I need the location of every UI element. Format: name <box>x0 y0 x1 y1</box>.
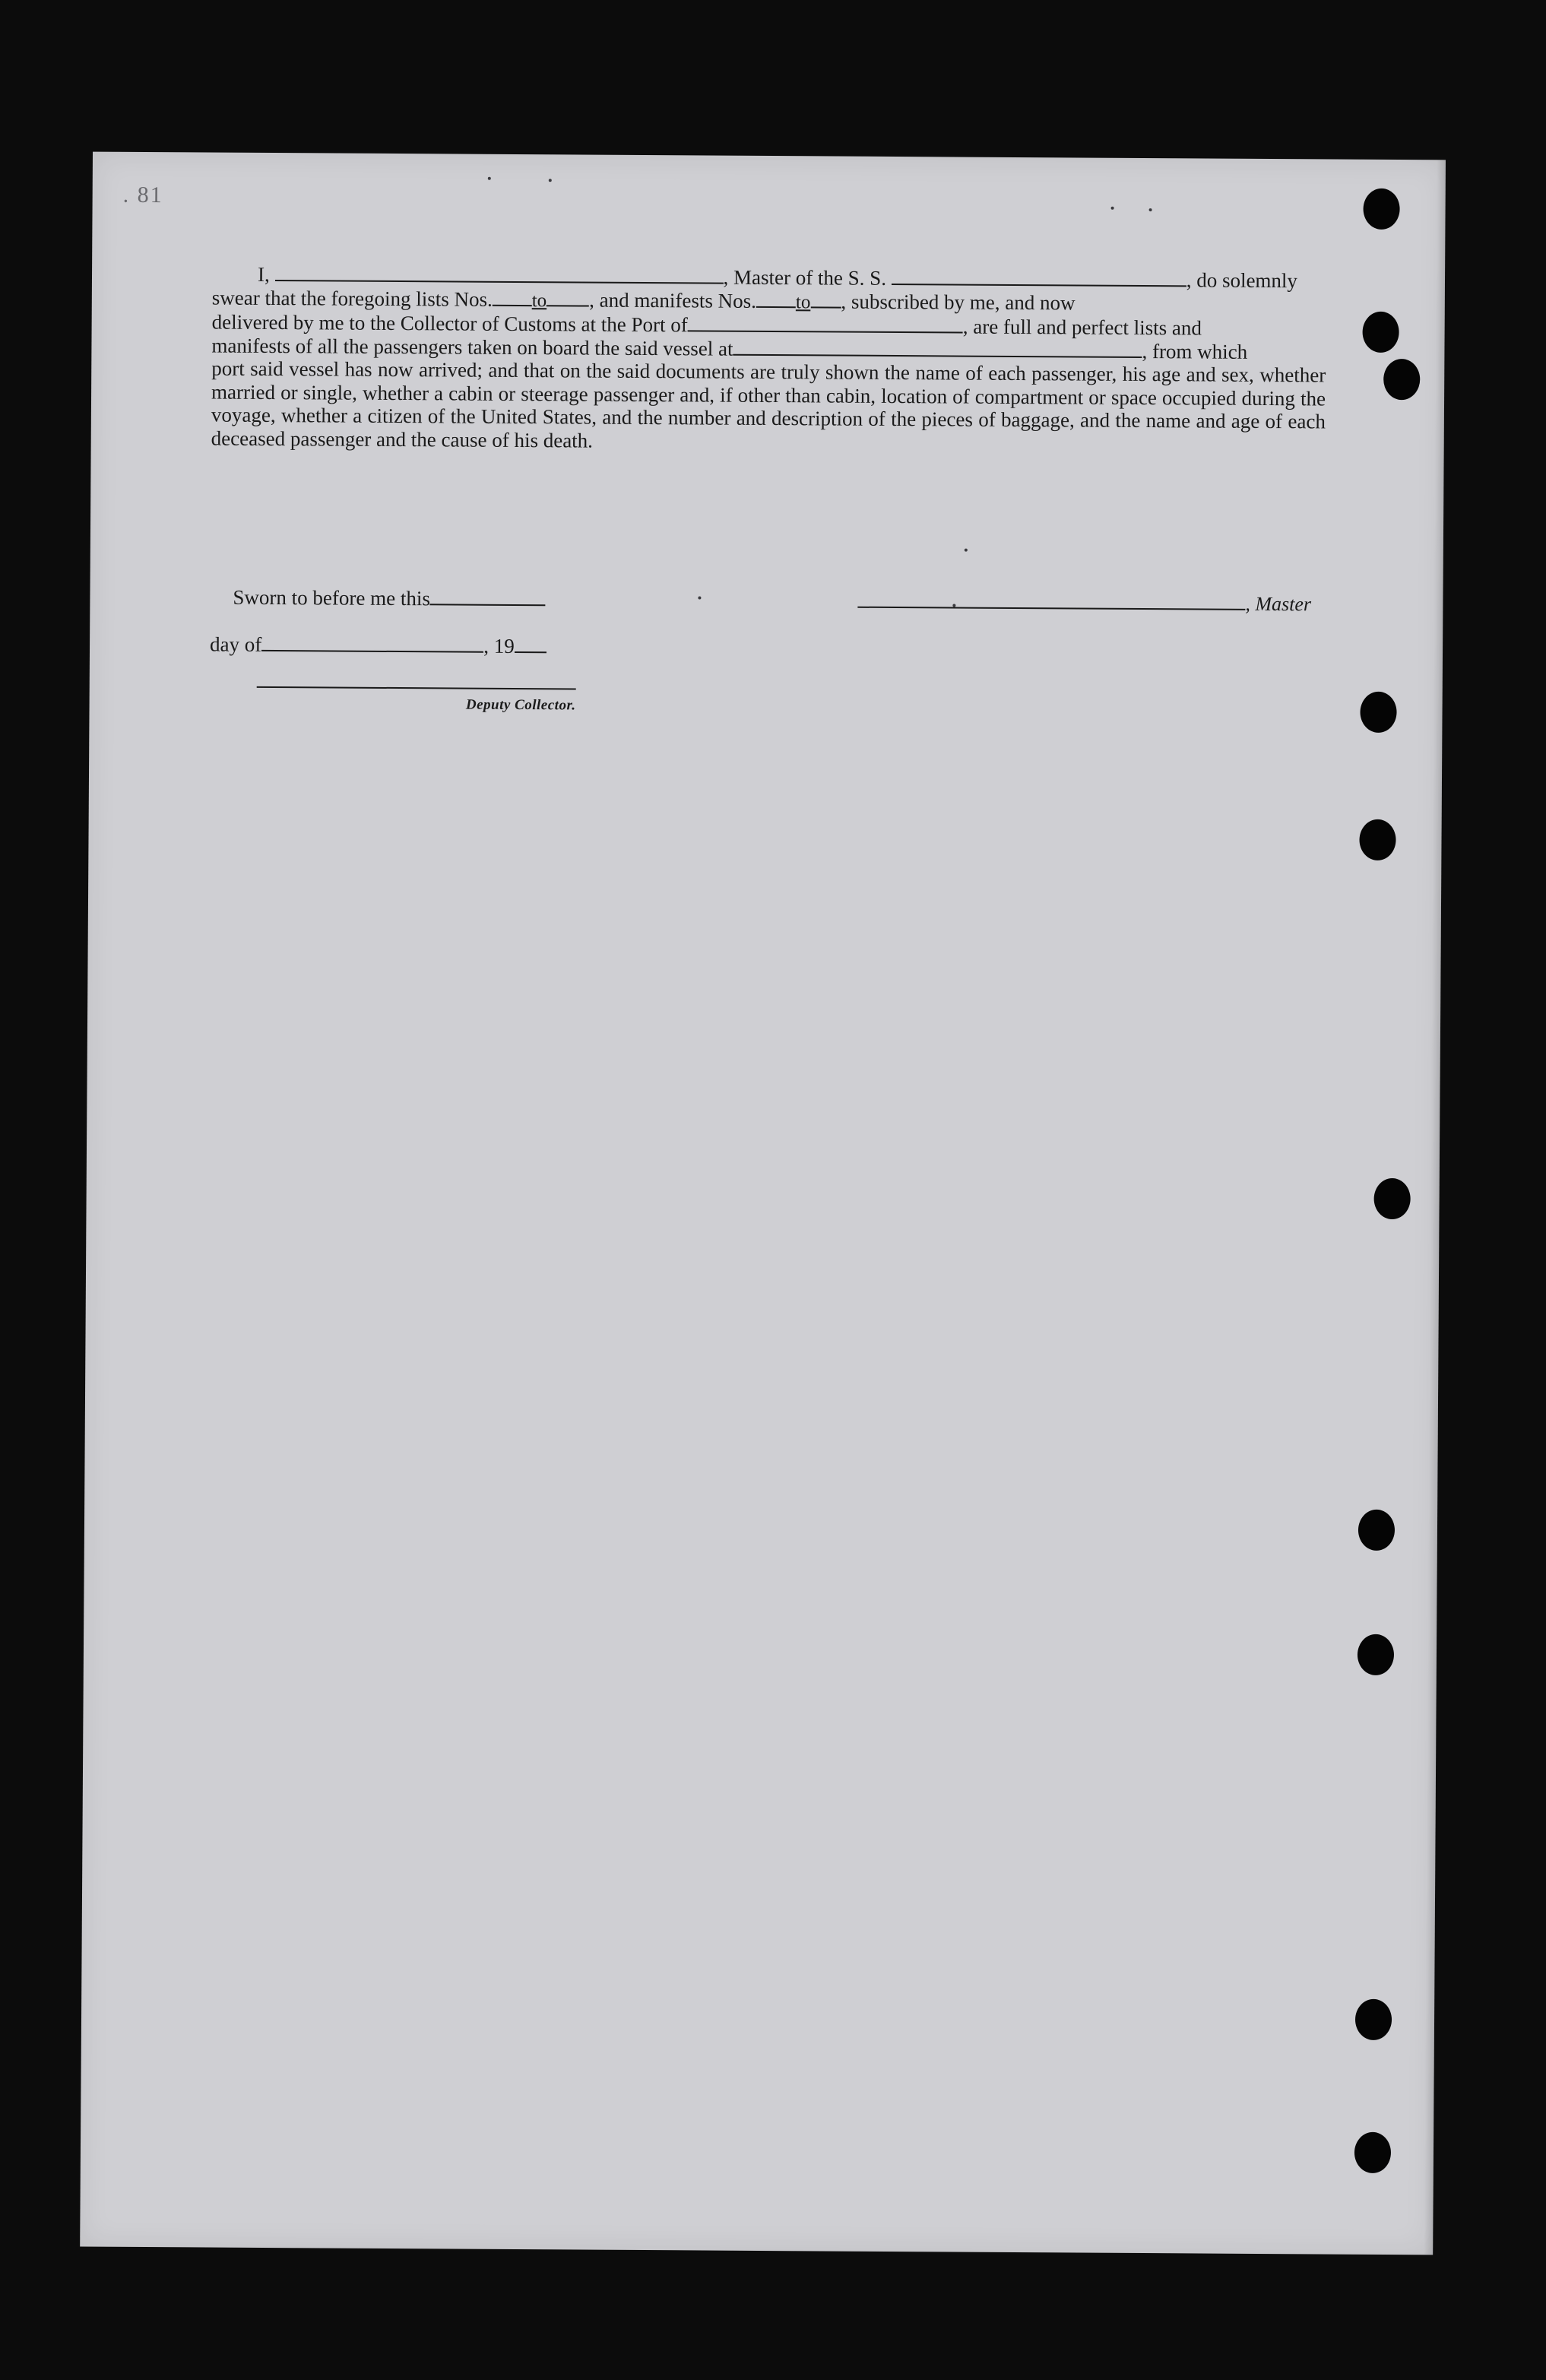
oath-i: I, <box>257 262 270 286</box>
scan-speck <box>488 177 491 180</box>
ship-name-field[interactable] <box>892 268 1186 287</box>
punch-hole <box>1363 189 1399 230</box>
are-full-label: , are full and perfect lists and <box>962 315 1202 340</box>
day-of-label: day of <box>209 632 262 656</box>
sworn-label: Sworn to before me this <box>233 585 430 610</box>
sworn-statement <box>233 586 546 611</box>
scan-speck <box>698 596 701 599</box>
punch-hole <box>1373 1178 1410 1219</box>
scan-speck <box>549 179 552 182</box>
oath-body-text: port said vessel has now arrived; and that on the said documents are truly shown the name of each passenger, his age and sex, whether married or single, whether a cabin or steerage passenger and, if other than cabin, location of compartment or space occupied during the voyage, whether a citizen of the United States, and the number and description of the pieces of baggage, and the name and age of each deceased passenger and the cause of his death. <box>211 357 1326 452</box>
punch-hole <box>1355 1999 1392 2040</box>
sworn-date-field[interactable] <box>430 588 546 606</box>
punch-hole <box>1359 819 1396 860</box>
manifests-from-field[interactable] <box>756 290 796 307</box>
year-prefix: , 19 <box>483 634 515 658</box>
page-number: 81 <box>137 182 163 208</box>
deputy-collector-block <box>256 685 575 718</box>
subscribed-label: , subscribed by me, and now <box>841 290 1076 314</box>
deputy-signature-line[interactable] <box>257 685 576 690</box>
year-field[interactable] <box>515 636 546 653</box>
to-label-2: to <box>795 291 811 312</box>
departure-port-field[interactable] <box>733 338 1142 357</box>
do-solemnly-label: , do solemnly <box>1186 268 1298 293</box>
from-which-label: , from which <box>1142 339 1248 363</box>
deputy-collector-label: Deputy Collector. <box>465 696 576 714</box>
punch-hole <box>1358 1510 1395 1551</box>
page-number-mark: . 81 <box>122 182 163 208</box>
day-month-field[interactable] <box>261 635 483 653</box>
punch-hole <box>1358 1634 1394 1675</box>
form-sheet <box>80 152 1446 2255</box>
scan-speck <box>1111 207 1114 210</box>
master-signature-field[interactable] <box>857 591 1245 610</box>
punch-hole <box>1362 312 1399 353</box>
lists-from-field[interactable] <box>493 289 532 306</box>
sworn-row <box>210 586 1324 623</box>
punch-hole <box>1360 692 1396 733</box>
masters-oath-form <box>209 262 1326 714</box>
master-signature <box>857 590 1311 616</box>
manifests-to-field[interactable] <box>810 291 841 308</box>
lists-to-field[interactable] <box>546 290 589 306</box>
punch-hole <box>1383 359 1420 400</box>
manifests-of-all-label: manifests of all the passengers taken on board the said vessel at <box>211 334 733 360</box>
day-row <box>210 633 546 658</box>
swear-lists-label: swear that the foregoing lists Nos. <box>211 286 493 311</box>
and-manifests-label: , and manifests Nos. <box>589 288 757 312</box>
delivered-label: delivered by me to the Collector of Customs at the Port of <box>211 310 688 337</box>
master-name-field[interactable] <box>274 265 723 284</box>
master-of-ss-label: , Master of the S. S. <box>723 265 887 290</box>
punch-hole <box>1354 2132 1391 2173</box>
scan-speck <box>965 549 968 552</box>
to-label-1: to <box>531 290 547 311</box>
scan-speck <box>1149 208 1152 211</box>
scan-speck <box>952 604 955 607</box>
port-field[interactable] <box>688 315 963 333</box>
master-suffix: , Master <box>1245 592 1312 616</box>
